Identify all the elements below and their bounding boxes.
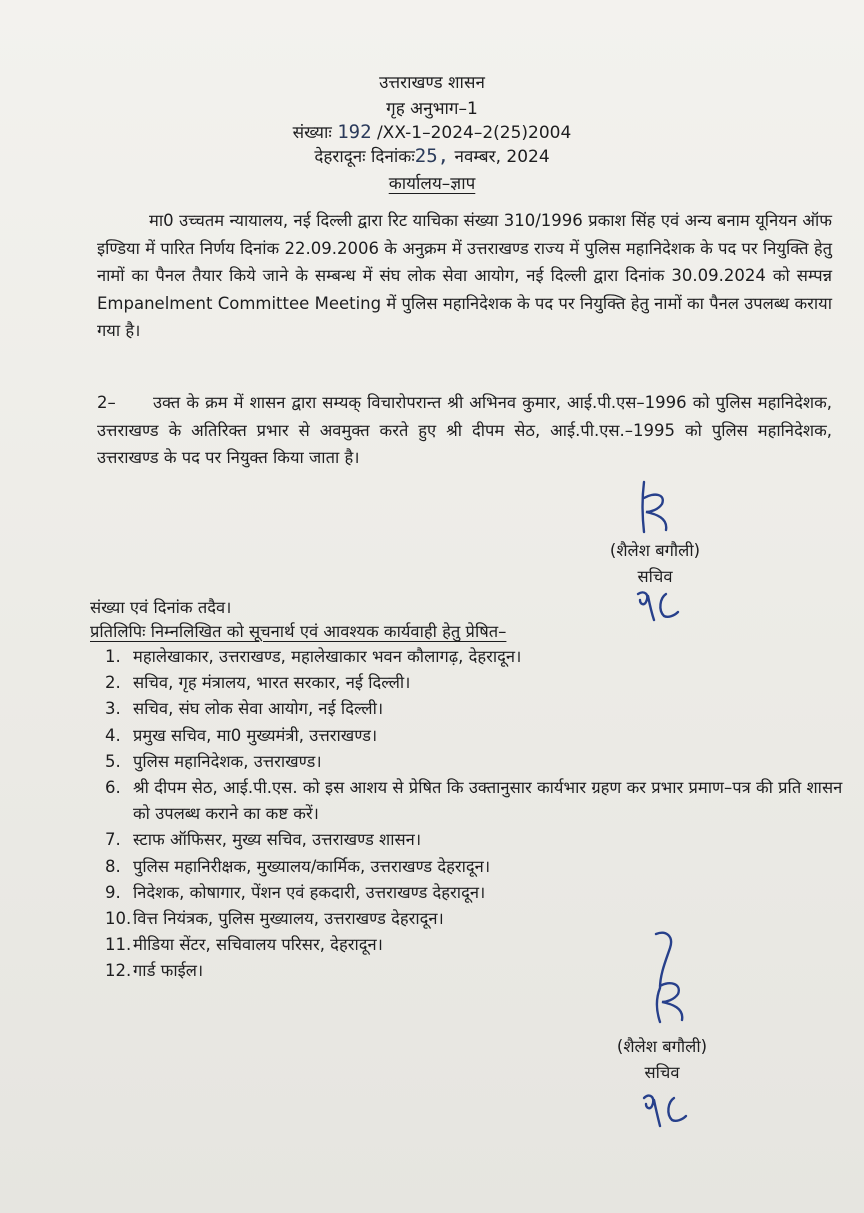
distribution-list [105,644,845,985]
distribution-item-1 [105,644,845,670]
office-memo-label: कार्यालय–ज्ञाप [388,174,476,194]
signatory-1-designation: सचिव [637,567,673,586]
document-type-title [0,173,864,195]
distribution-item-text: पुलिस महानिरीक्षक, मुख्यालय/कार्मिक, उत्तराखण्ड देहरादून। [133,856,491,876]
date-handwritten-day: 25, [414,145,450,167]
paragraph-1-text: मा0 उच्चतम न्यायालय, नई दिल्ली द्वारा रिट याचिका संख्या 310/1996 प्रकाश सिंह एवं अन्य बनाम यूनियन ऑफ इण्डिया में पारित निर्णय दिनांक 22.09.2006 के अनुक्रम में उत्तराखण्ड राज्य में पुलिस महानिदेशक के पद पर नियुक्ति हेतु नामों का पैनल तैयार किये जाने के सम्बन्ध में संघ लोक सेवा आयोग, नई दिल्ली द्वारा दिनांक 30.09.2024 को सम्पन्न Empanelment Committee Meeting में पुलिस महानिदेशक के पद पर नियुक्ति हेतु नामों का पैनल उपलब्ध कराया गया है। [97,211,832,340]
distribution-item-text: सचिव, संघ लोक सेवा आयोग, नई दिल्ली। [133,699,384,719]
copy-to-heading: प्रतिलिपिः निम्नलिखित को सूचनार्थ एवं आवश्यक कार्यवाही हेतु प्रेषित– [90,622,507,641]
ref-handwritten-number: 192 [337,121,372,143]
distribution-item-number: 11. [105,935,132,955]
distribution-item-2 [105,670,845,696]
distribution-item-4 [105,723,845,749]
signature-1-mark [622,478,682,538]
distribution-item-number: 5. [105,751,121,771]
distribution-item-text: वित्त नियंत्रक, पुलिस मुख्यालय, उत्तराखण्ड देहरादून। [133,909,444,929]
distribution-item-6 [105,775,845,827]
government-heading: उत्तराखण्ड शासन [379,73,485,93]
distribution-item-3 [105,696,845,722]
signatory-2-designation: सचिव [644,1063,680,1082]
distribution-item-text: प्रमुख सचिव, मा0 मुख्यमंत्री, उत्तराखण्ड। [133,725,378,745]
signature-2-block [562,1034,762,1086]
distribution-item-number: 8. [105,856,121,876]
date-prefix: देहरादूनः दिनांकः [314,147,415,167]
distribution-item-10 [105,906,845,932]
body-paragraph-1 [97,207,832,345]
distribution-item-8 [105,854,845,880]
distribution-item-number: 1. [105,647,121,666]
distribution-item-5 [105,749,845,775]
distribution-item-7 [105,827,845,853]
signature-1-initials [634,588,684,624]
distribution-item-12 [105,958,845,984]
distribution-item-9 [105,880,845,906]
distribution-item-number: 4. [105,725,121,745]
ref-suffix: /XX-1–2024–2(25)2004 [376,123,572,143]
reference-number [0,121,864,144]
signature-2-initials [640,1090,690,1130]
signature-1-block [555,538,755,590]
distribution-item-number: 10. [105,909,132,929]
distribution-item-text: मीडिया सेंटर, सचिवालय परिसर, देहरादून। [133,935,383,955]
distribution-item-text: पुलिस महानिदेशक, उत्तराखण्ड। [133,751,322,771]
signatory-2-name: (शैलेश बगौली) [616,1037,708,1056]
distribution-item-11 [105,932,845,958]
distribution-item-text: निदेशक, कोषागार, पेंशन एवं हकदारी, उत्तराखण्ड देहरादून। [133,882,486,902]
department-heading: गृह अनुभाग–1 [386,99,478,119]
distribution-item-number: 3. [105,699,121,719]
distribution-item-number: 7. [105,830,121,850]
distribution-item-text: सचिव, गृह मंत्रालय, भारत सरकार, नई दिल्ली। [133,673,411,693]
distribution-item-number: 12. [105,961,132,981]
ref-prefix: संख्याः [292,123,332,143]
body-paragraph-2 [97,389,832,472]
distribution-item-text: स्टाफ ऑफिसर, मुख्य सचिव, उत्तराखण्ड शासन। [133,830,422,850]
distribution-item-text: महालेखाकार, उत्तराखण्ड, महालेखाकार भवन कौलागढ़, देहरादून। [133,647,522,666]
paragraph-2-number: 2– [97,393,116,412]
distribution-item-number: 9. [105,882,121,902]
distribution-item-text: गार्ड फाईल। [133,961,204,981]
signature-2-mark [626,928,696,1028]
distribution-item-number: 2. [105,673,121,693]
issue-date [0,145,864,168]
reference-same-line: संख्या एवं दिनांक तदैव। [90,598,232,617]
date-suffix: नवम्बर, 2024 [454,147,550,167]
distribution-item-number: 6. [105,778,121,798]
signatory-1-name: (शैलेश बगौली) [609,541,701,560]
paragraph-2-text: उक्त के क्रम में शासन द्वारा सम्यक् विचारोपरान्त श्री अभिनव कुमार, आई.पी.एस–1996 को पुलिस महानिदेशक, उत्तराखण्ड के अतिरिक्त प्रभार से अवमुक्त करते हुए श्री दीपम सेठ, आई.पी.एस.–1995 को पुलिस महानिदेशक, उत्तराखण्ड के पद पर नियुक्त किया जाता है। [97,393,832,467]
distribution-item-text: श्री दीपम सेठ, आई.पी.एस. को इस आशय से प्रेषित कि उक्तानुसार कार्यभार ग्रहण कर प्रभार प्रमाण–पत्र की प्रति शासन को उपलब्ध कराने का कष्ट करें। [133,778,843,824]
